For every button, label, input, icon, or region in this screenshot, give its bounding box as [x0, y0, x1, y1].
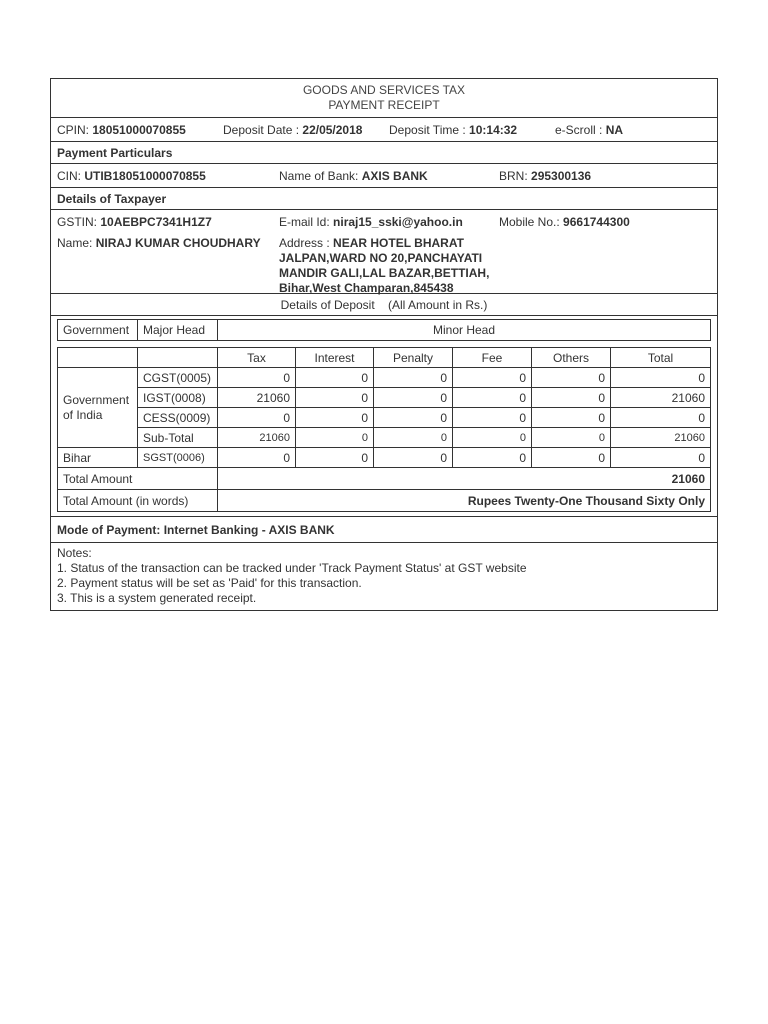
bank-label: Name of Bank:: [279, 169, 359, 183]
table-row: CESS(0009) 0 0 0 0 0 0: [58, 408, 711, 428]
brn-value: 295300136: [531, 169, 592, 183]
column-header-row: [58, 348, 711, 368]
gstin-field: [57, 215, 212, 230]
col-penalty: Penalty: [374, 348, 453, 368]
payment-particulars-heading: Payment Particulars: [51, 141, 717, 163]
col-fee: Fee: [453, 348, 532, 368]
col-others: Others: [532, 348, 611, 368]
email-value: niraj15_sski@yahoo.in: [333, 215, 463, 229]
title-line-2: PAYMENT RECEIPT: [328, 98, 440, 112]
mobile-label: Mobile No.:: [499, 215, 560, 229]
brn-field: [499, 164, 591, 188]
government-header: Government: [58, 320, 138, 341]
cin-field: [57, 164, 206, 188]
deposit-time-field: [389, 118, 517, 142]
deposit-date-label: Deposit Date :: [223, 123, 300, 137]
title-line-1: GOODS AND SERVICES TAX: [302, 83, 466, 97]
taxpayer-details: [51, 209, 717, 293]
name-label: Name:: [57, 236, 93, 250]
col-interest: Interest: [296, 348, 374, 368]
total-amount-row: [58, 468, 711, 490]
receipt-title: [51, 79, 717, 117]
total-words-value: Rupees Twenty-One Thousand Sixty Only: [218, 490, 711, 512]
notes-section: [51, 542, 717, 610]
deposit-date-field: [223, 118, 362, 142]
details-deposit-heading: Details of Deposit (All Amount in Rs.): [51, 293, 717, 315]
address-line-3: MANDIR GALI,LAL BAZAR,BETTIAH,: [279, 266, 490, 280]
head-table: [57, 319, 711, 341]
cpin-value: 18051000070855: [92, 123, 186, 137]
bihar-cell: Bihar: [58, 448, 138, 468]
head-cell: SGST(0006): [138, 448, 218, 468]
gstin-label: GSTIN:: [57, 215, 98, 229]
total-words-label: Total Amount (in words): [58, 490, 218, 512]
minor-head-header: Minor Head: [218, 320, 711, 341]
email-label: E-mail Id:: [279, 215, 330, 229]
cpin-label: CPIN:: [57, 123, 90, 137]
mode-label: Mode of Payment:: [57, 523, 161, 537]
table-row: IGST(0008) 21060 0 0 0 0 21060: [58, 388, 711, 408]
col-tax: Tax: [218, 348, 296, 368]
mode-of-payment-row: [51, 516, 717, 542]
name-value: NIRAJ KUMAR CHOUDHARY: [95, 236, 261, 250]
escroll-label: e-Scroll :: [555, 123, 603, 137]
escroll-value: NA: [605, 123, 624, 137]
payment-receipt: [50, 78, 718, 611]
cpin-field: [57, 118, 186, 142]
deposit-time-label: Deposit Time :: [389, 123, 466, 137]
note-item: 2. Payment status will be set as 'Paid' for this transaction.: [57, 576, 362, 590]
email-field: [279, 215, 463, 230]
note-item: 1. Status of the transaction can be tracked under 'Track Payment Status' at GST website: [57, 561, 527, 575]
cin-value: UTIB18051000070855: [84, 169, 206, 183]
address-line-1: NEAR HOTEL BHARAT: [333, 236, 464, 250]
deposit-time-value: 10:14:32: [469, 123, 518, 137]
name-field: [57, 236, 261, 251]
address-line-2: JALPAN,WARD NO 20,PANCHAYATI: [279, 251, 483, 265]
gov-india-cell: Government of India: [58, 368, 138, 448]
total-amount-label: Total Amount: [58, 468, 218, 490]
head-cell: Sub-Total: [138, 428, 218, 448]
head-cell: CESS(0009): [138, 408, 218, 428]
address-line-4: Bihar,West Champaran,845438: [279, 281, 454, 295]
escroll-field: [555, 118, 623, 142]
subtotal-row: Sub-Total 21060 0 0 0 0 21060: [58, 428, 711, 448]
table-row: Government of India CGST(0005) 0 0 0 0 0 0: [58, 368, 711, 388]
cin-label: CIN:: [57, 169, 81, 183]
col-total: Total: [611, 348, 711, 368]
total-amount-value: 21060: [218, 468, 711, 490]
notes-heading: Notes:: [57, 546, 92, 560]
cin-row: [51, 163, 717, 187]
total-words-row: [58, 490, 711, 512]
deposit-date-value: 22/05/2018: [302, 123, 363, 137]
bihar-row: Bihar SGST(0006) 0 0 0 0 0 0: [58, 448, 711, 468]
deposit-table: [57, 347, 711, 512]
brn-label: BRN:: [499, 169, 528, 183]
note-item: 3. This is a system generated receipt.: [57, 591, 257, 605]
bank-value: AXIS BANK: [361, 169, 428, 183]
mobile-value: 9661744300: [563, 215, 630, 229]
bank-field: [279, 164, 428, 188]
details-taxpayer-heading: Details of Taxpayer: [51, 187, 717, 209]
mode-value: Internet Banking - AXIS BANK: [163, 523, 335, 537]
head-cell: IGST(0008): [138, 388, 218, 408]
mobile-field: [499, 215, 630, 230]
address-label: Address :: [279, 236, 330, 250]
gstin-value: 10AEBPC7341H1Z7: [100, 215, 212, 229]
cpin-row: [51, 117, 717, 141]
major-head-header: Major Head: [138, 320, 218, 341]
deposit-section: [51, 315, 717, 516]
head-cell: CGST(0005): [138, 368, 218, 388]
address-field: [279, 236, 489, 296]
